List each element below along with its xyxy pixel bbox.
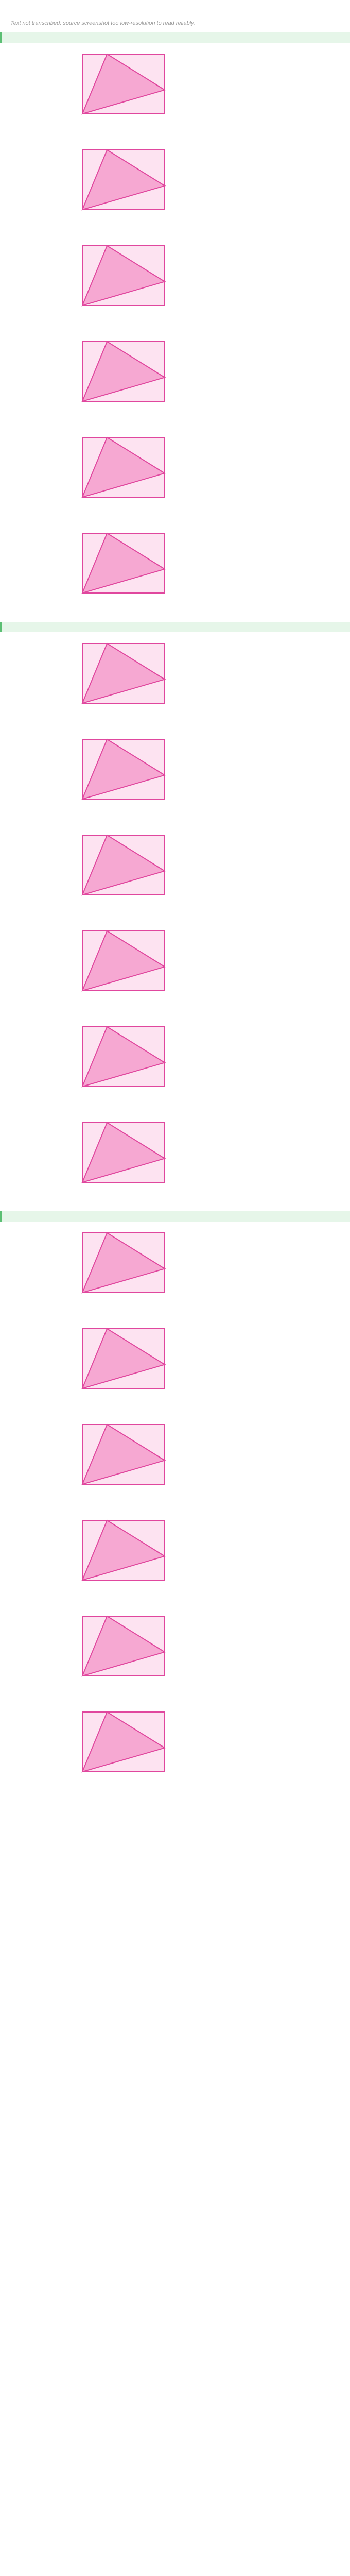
figure-diagram xyxy=(10,1417,340,1495)
solution-step xyxy=(10,239,340,327)
solution-step xyxy=(10,828,340,917)
step-text xyxy=(10,414,340,423)
figure xyxy=(10,1226,340,1303)
task-block xyxy=(10,1211,340,1793)
figure xyxy=(10,1115,340,1193)
figure xyxy=(10,143,340,220)
figure xyxy=(10,828,340,905)
figure-diagram xyxy=(10,1020,340,1097)
step-text xyxy=(10,907,340,917)
task-number xyxy=(0,622,350,632)
step-text xyxy=(10,126,340,135)
figure-diagram xyxy=(10,732,340,809)
step-text xyxy=(10,1003,340,1012)
figure-diagram xyxy=(10,239,340,316)
step-text xyxy=(10,1401,340,1410)
task-block xyxy=(10,32,340,615)
figure xyxy=(10,636,340,714)
figure xyxy=(10,239,340,316)
solution-step xyxy=(10,1020,340,1108)
figure xyxy=(10,430,340,507)
figure xyxy=(10,1705,340,1782)
task-number xyxy=(0,32,350,43)
solution-step xyxy=(10,526,340,615)
solution-step xyxy=(10,1226,340,1314)
step-text xyxy=(10,1688,340,1698)
step-text xyxy=(10,1195,340,1204)
step-text xyxy=(10,510,340,519)
figure-diagram xyxy=(10,1321,340,1399)
step-text xyxy=(10,605,340,615)
figure xyxy=(10,732,340,809)
figure-diagram xyxy=(10,334,340,412)
step-text xyxy=(10,811,340,821)
figure xyxy=(10,1020,340,1097)
figure-diagram xyxy=(10,1513,340,1590)
solution-step xyxy=(10,1609,340,1698)
figure xyxy=(10,334,340,412)
figure xyxy=(10,924,340,1001)
step-text xyxy=(10,1497,340,1506)
solution-step xyxy=(10,732,340,821)
step-text xyxy=(10,716,340,725)
solution-step xyxy=(10,143,340,231)
solution-step xyxy=(10,924,340,1012)
solution-step xyxy=(10,430,340,519)
figure-diagram xyxy=(10,1705,340,1782)
figure-diagram xyxy=(10,526,340,603)
task-number xyxy=(0,1211,350,1222)
figure-diagram xyxy=(10,1226,340,1303)
site-header xyxy=(10,0,340,14)
solution-step xyxy=(10,1321,340,1410)
solution-step xyxy=(10,636,340,725)
figure xyxy=(10,47,340,124)
figure xyxy=(10,526,340,603)
figure xyxy=(10,1513,340,1590)
figure-diagram xyxy=(10,143,340,220)
step-text xyxy=(10,1784,340,1793)
figure-diagram xyxy=(10,636,340,714)
solution-step xyxy=(10,1705,340,1793)
step-text xyxy=(10,1592,340,1602)
step-text xyxy=(10,222,340,231)
figure-diagram xyxy=(10,1609,340,1686)
solution-step xyxy=(10,1115,340,1204)
figure xyxy=(10,1321,340,1399)
task-block xyxy=(10,622,340,1204)
step-text xyxy=(10,318,340,327)
solution-content xyxy=(10,32,340,1793)
solution-step xyxy=(10,1513,340,1602)
transcription-note: Text not transcribed: source screenshot too low-resolution to read reliably. xyxy=(10,20,195,26)
figure-diagram xyxy=(10,430,340,507)
solution-step xyxy=(10,334,340,423)
figure-diagram xyxy=(10,1115,340,1193)
step-text xyxy=(10,1305,340,1314)
figure xyxy=(10,1417,340,1495)
step-text xyxy=(10,1099,340,1108)
figure-diagram xyxy=(10,828,340,905)
figure xyxy=(10,1609,340,1686)
figure-diagram xyxy=(10,924,340,1001)
figure-diagram xyxy=(10,47,340,124)
solution-step xyxy=(10,1417,340,1506)
solution-step xyxy=(10,47,340,135)
